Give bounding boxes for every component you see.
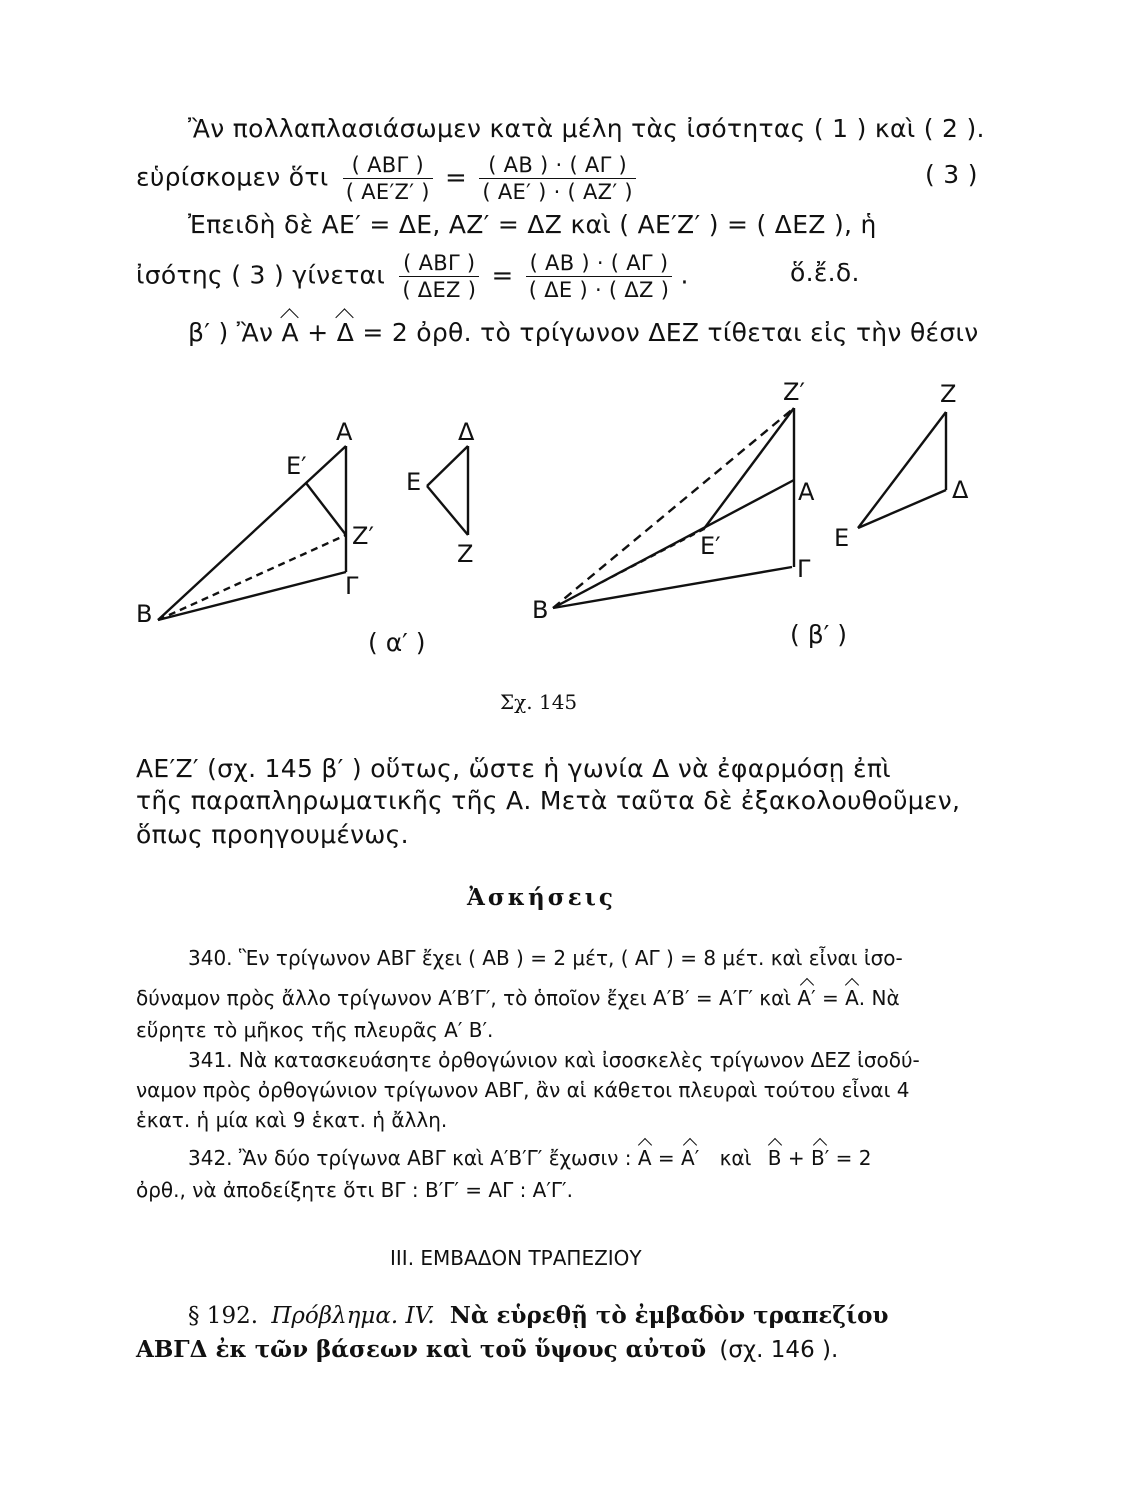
exercise-340-line-2-text: δύναμον πρὸς ἄλλο τρίγωνον Α′Β′Γ′, τὸ ὁποῖον ἔχει Α′Β′ = Α′Γ′ καὶ: [136, 986, 792, 1010]
label-E-small: Ε: [406, 468, 422, 496]
section-para-line-2: [136, 1336, 838, 1363]
exercise-340-line-3: εὕρητε τὸ μῆκος τῆς πλευρᾶς Α′ Β′.: [136, 1018, 494, 1042]
section-para-tail: (σχ. 146 ).: [719, 1337, 839, 1363]
exercise-340-eq: =: [821, 986, 839, 1010]
equation-3-lhs-den: ( ΑΕ′Ζ′ ): [345, 180, 430, 204]
section-para-label: Πρόβλημα. IV.: [271, 1303, 435, 1329]
label-Z1-b: Ζ′: [783, 378, 805, 406]
label-G-a: Γ: [345, 572, 359, 600]
exercises-heading: Ἀσκήσεις: [467, 884, 616, 911]
equation-3-row: εὑρίσκομεν ὅτι $\frac{\text{( ΑΒΓ )}}{( AE'Z' )}$ = $\frac{( AB ) \cdot ( A\Gamma )}{( AE' ) \cdot ( AZ' )}$: [136, 152, 636, 205]
angle-A1-hat-342: Α′: [681, 1146, 700, 1170]
fig-small-side-EZ: [427, 486, 468, 535]
exercise-341-line-1: 341. Νὰ κατασκευάσητε ὀρθογώνιον καὶ ἰσοσκελὲς τρίγωνον ΔΕΖ ἰσοδύ-: [188, 1048, 920, 1072]
label-A-b: Α: [798, 478, 815, 506]
angle-A-hat-340: Α: [845, 986, 859, 1010]
exercise-340-line-1: 340. Ἓν τρίγωνον ΑΒΓ ἔχει ( ΑΒ ) = 2 μέτ, ( ΑΓ ) = 8 μέτ. καὶ εἶναι ἰσο-: [188, 946, 903, 970]
figure-b-caption: ( β′ ): [790, 620, 848, 649]
continuation-line-2: τῆς παραπληρωματικῆς τῆς Α. Μετὰ ταῦτα δὲ ἐξακολουθοῦμεν,: [136, 786, 961, 815]
fig-a-side-E1Z1: [306, 483, 346, 535]
label-Z1-a: Ζ′: [352, 522, 374, 550]
equation-final-rhs-num: ( ΑΒ ) · ( ΑΓ ): [526, 250, 672, 277]
label-D-right: Δ: [952, 476, 969, 504]
section-para-line-1: [188, 1302, 888, 1329]
equation-final-lead: ἰσότης ( 3 ) γίνεται: [136, 260, 386, 290]
exercise-340-line-2-end: . Νὰ: [858, 986, 900, 1010]
label-B-a: Β: [136, 600, 153, 628]
label-Z-small: Ζ: [457, 540, 474, 568]
exercise-342-line-2: ὀρθ., νὰ ἀποδείξητε ὅτι ΒΓ : Β′Γ′ = ΑΓ : Α′Γ′.: [136, 1178, 573, 1202]
beta-plus: +: [307, 318, 329, 347]
equation-final-lhs-num: ( ΑΒΓ ): [399, 250, 479, 277]
exercise-342-kai: καὶ: [719, 1146, 752, 1170]
label-E-right: Ε: [834, 524, 850, 552]
figure-a-caption: ( α′ ): [368, 628, 426, 657]
continuation-line-3: ὅπως προηγουμένως.: [136, 820, 409, 849]
label-D-small: Δ: [458, 418, 475, 446]
exercise-342-line-1: [188, 1146, 871, 1170]
fig-small-side-DE: [427, 446, 468, 486]
fig-b-dash-BZ1: [553, 408, 794, 608]
equation-3-lead: εὑρίσκομεν ὅτι: [136, 162, 329, 192]
fig-b-side-BA: [553, 480, 794, 608]
label-A-a: Α: [336, 418, 353, 446]
section-title: ΙΙΙ. ΕΜΒΑΔΟΝ ΤΡΑΠΕΖΙΟΥ: [390, 1246, 642, 1270]
angle-A-hat: Α: [281, 318, 299, 347]
beta-lead: β′ ) Ἂν: [188, 318, 274, 347]
equation-3-rhs-num: ( ΑΒ ) · ( ΑΓ ): [479, 152, 636, 179]
equation-3-tag: ( 3 ): [925, 160, 978, 189]
exercise-341-line-2: ναμον πρὸς ὀρθογώνιον τρίγωνον ΑΒΓ, ἂν αἱ κάθετοι πλευραὶ τούτου εἶναι 4: [136, 1078, 910, 1102]
label-E1-b: Ε′: [700, 532, 721, 560]
figure-caption: Σχ. 145: [500, 690, 578, 714]
qed-mark: ὅ.ἔ.δ.: [790, 258, 860, 287]
section-para-num: § 192.: [188, 1303, 259, 1329]
label-E1-a: Ε′: [286, 452, 307, 480]
intro-line-1: Ἂν πολλαπλασιάσωμεν κατὰ μέλη τὰς ἰσότητας ( 1 ) καὶ ( 2 ).: [188, 114, 985, 143]
fig-right-side-ZE: [858, 412, 946, 528]
fig-a-dash-BZ1: [158, 535, 346, 620]
exercise-342-line-1-text: 342. Ἂν δύο τρίγωνα ΑΒΓ καὶ Α′Β′Γ′ ἔχωσιν :: [188, 1146, 632, 1170]
since-line: Ἐπειδὴ δὲ ΑΕ′ = ΔΕ, ΑΖ′ = ΔΖ καὶ ( ΑΕ′Ζ′ ) = ( ΔΕΖ ), ἡ: [188, 210, 877, 239]
label-G-b: Γ: [797, 555, 811, 583]
exercise-342-plus: +: [787, 1146, 805, 1170]
continuation-line-1: ΑΕ′Ζ′ (σχ. 145 β′ ) οὕτως, ὥστε ἡ γωνία Δ νὰ ἐφαρμόσῃ ἐπὶ: [136, 754, 891, 783]
angle-B-hat-342: Β: [767, 1146, 782, 1170]
label-Z-right: Ζ: [940, 380, 957, 408]
angle-A-hat-342: Α: [637, 1146, 652, 1170]
exercise-342-eq: =: [657, 1146, 675, 1170]
angle-A1-hat: Α′: [797, 986, 816, 1010]
equation-3-rhs-den: ( ΑΕ′ ) · ( ΑΖ′ ): [482, 180, 633, 204]
equation-final-lhs-den: ( ΔΕΖ ): [402, 278, 477, 302]
angle-D-hat: Δ: [336, 318, 355, 347]
exercise-342-tail: = 2: [835, 1146, 872, 1170]
equation-final-row: ἰσότης ( 3 ) γίνεται $\frac{\text{( ΑΒΓ )}}{\text{( ΔΕΖ )}}$ = $\frac{( AB ) \cdot ( A\Gamma )}{( \Delta E ) \cdot ( \Delta Z )}$ .: [136, 251, 689, 302]
equation-final-rhs-den: ( ΔΕ ) · ( ΔΖ ): [528, 278, 670, 302]
beta-rest: = 2 ὀρθ. τὸ τρίγωνον ΔΕΖ τίθεται εἰς τὴν θέσιν: [362, 318, 979, 347]
exercise-341-line-3: ἑκατ. ἡ μία καὶ 9 ἑκατ. ἡ ἄλλη.: [136, 1108, 448, 1132]
exercise-340-line-2: [136, 986, 900, 1010]
angle-B1-hat-342: Β′: [810, 1146, 830, 1170]
equation-3-lhs-num: ( ΑΒΓ ): [343, 152, 433, 179]
fig-b-side-BG: [553, 567, 792, 608]
section-para-bold-1: Νὰ εὑρεθῇ τὸ ἐμβαδὸν τραπεζίου: [449, 1302, 889, 1329]
fig-a-side-BG: [158, 572, 346, 620]
section-para-bold-2: ΑΒΓΔ ἐκ τῶν βάσεων καὶ τοῦ ὕψους αὐτοῦ: [136, 1336, 707, 1363]
label-B-b: Β: [532, 596, 549, 624]
fig-b-side-Z1E1: [703, 408, 794, 530]
